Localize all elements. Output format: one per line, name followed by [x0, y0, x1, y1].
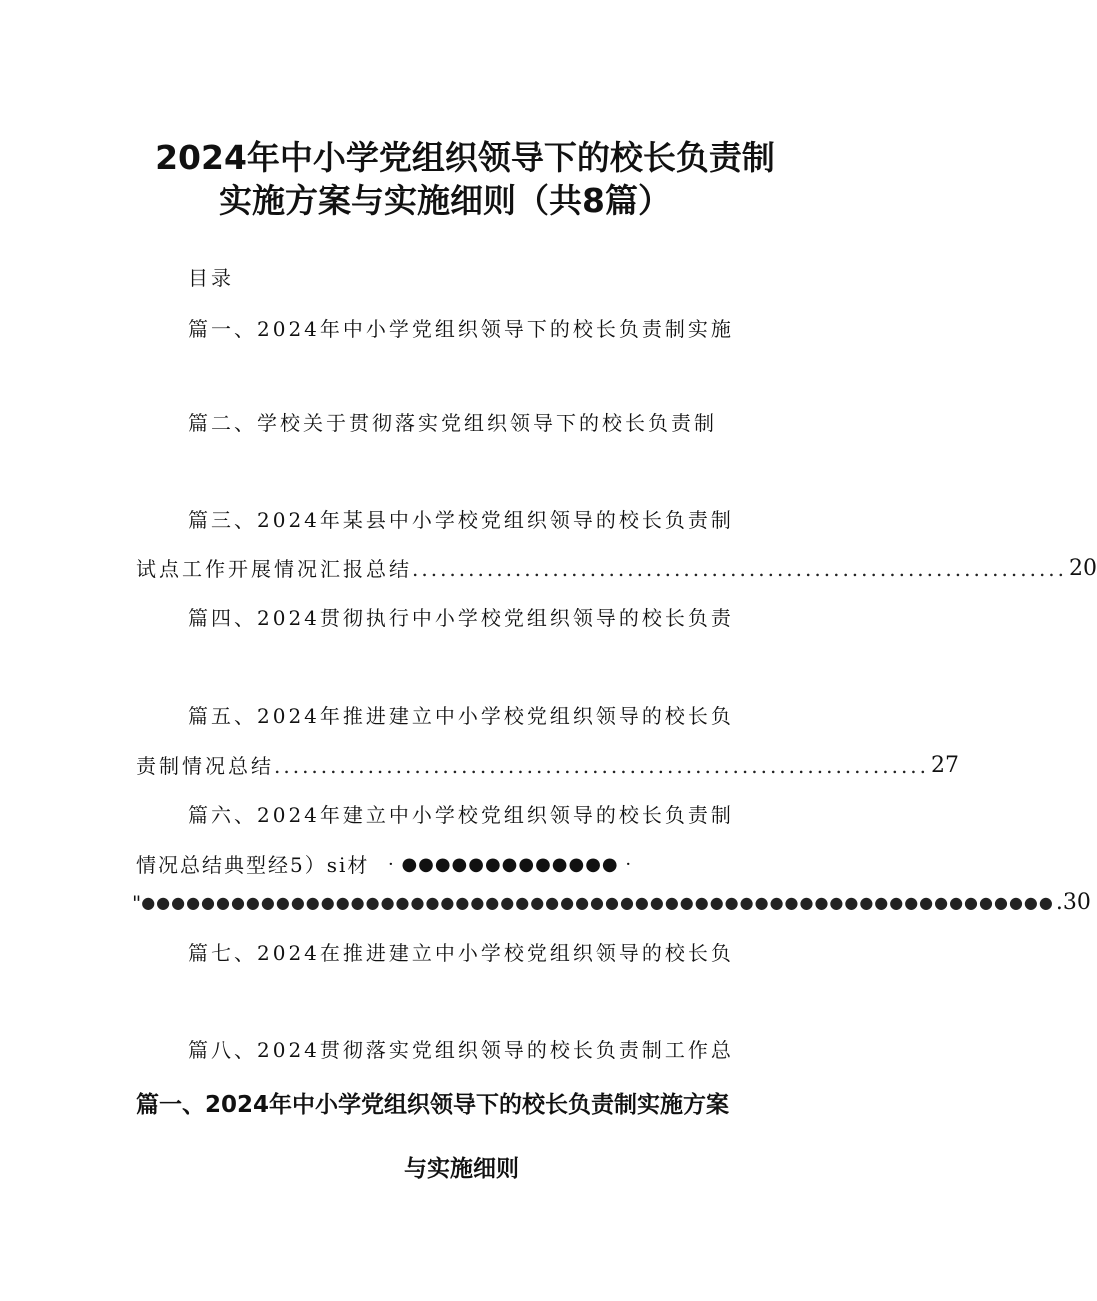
- section-1-heading-line-1: 篇一、2024年中小学党组织领导下的校长负责制实施方案: [136, 1092, 730, 1118]
- toc-entry-5-page-number: 27: [931, 753, 960, 778]
- toc-entry-1[interactable]: 篇一、2024年中小学党组织领导下的校长负责制实施: [188, 317, 734, 341]
- document-title-line-2: 实施方案与实施细则（共8篇）: [219, 181, 671, 220]
- toc-entry-5-leader-row[interactable]: [136, 751, 960, 779]
- document-title-line-1: 2024年中小学党组织领导下的校长负责制: [155, 138, 775, 177]
- toc-heading: 目录: [188, 266, 234, 290]
- toc-entry-6-page-number: .30: [1055, 890, 1091, 915]
- toc-entry-3-leader-row[interactable]: [136, 554, 1097, 582]
- bullet-leader-partial: · ●●●●●●●●●●●●● ·: [388, 854, 633, 875]
- dot-leader: ......................................................................: [274, 754, 930, 778]
- toc-entry-3-line-1[interactable]: 篇三、2024年某县中小学校党组织领导的校长负责制: [188, 508, 734, 532]
- toc-entry-4[interactable]: 篇四、2024贯彻执行中小学校党组织领导的校长负责: [188, 606, 734, 630]
- toc-entry-6-leader-row[interactable]: [132, 888, 1091, 916]
- quote-mark: ": [132, 891, 142, 915]
- toc-entry-5-line-2: 责制情况总结: [136, 754, 274, 778]
- toc-entry-2[interactable]: 篇二、学校关于贯彻落实党组织领导下的校长负责制: [188, 411, 717, 435]
- toc-entry-6-line-1[interactable]: 篇六、2024年建立中小学校党组织领导的校长负责制: [188, 803, 734, 827]
- toc-entry-5-line-1[interactable]: 篇五、2024年推进建立中小学校党组织领导的校长负: [188, 704, 734, 728]
- toc-entry-6-line-2: 情况总结典型经5）si材: [136, 853, 370, 877]
- toc-entry-3-line-2: 试点工作开展情况汇报总结: [136, 557, 412, 581]
- toc-entry-3-page-number: 20: [1069, 556, 1097, 581]
- bullet-leader: ●●●●●●●●●●●●●●●●●●●●●●●●●●●●●●●●●●●●●●●●●●●●●●●●●●●●●●●●●●●●●: [141, 893, 1054, 912]
- section-1-heading-line-2: 与实施细则: [404, 1156, 519, 1182]
- toc-entry-8[interactable]: 篇八、2024贯彻落实党组织领导的校长负责制工作总: [188, 1038, 734, 1062]
- toc-entry-7[interactable]: 篇七、2024在推进建立中小学校党组织领导的校长负: [188, 941, 734, 965]
- dot-leader: ......................................................................: [412, 557, 1068, 581]
